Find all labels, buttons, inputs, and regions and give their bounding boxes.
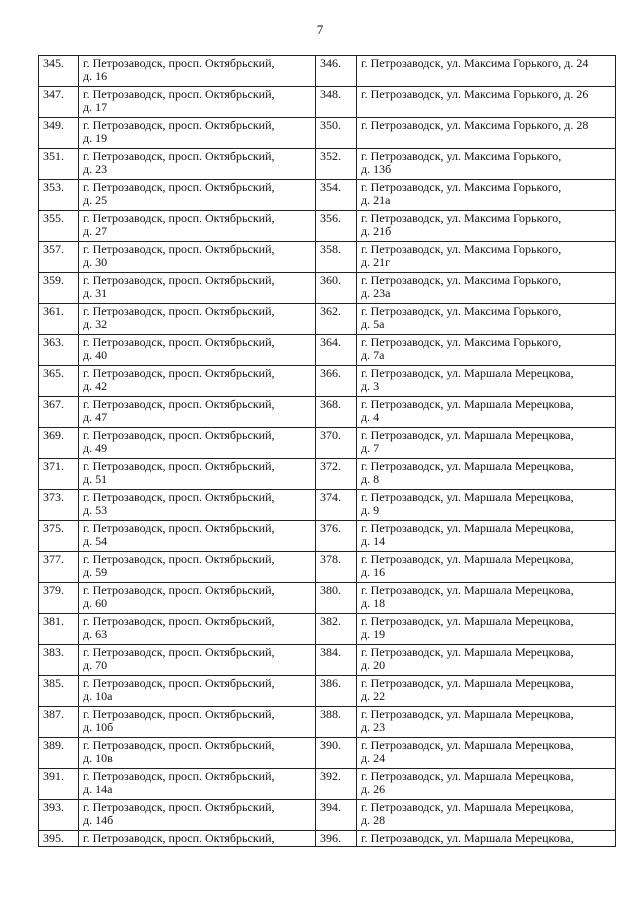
left-address [79,428,316,459]
right-address-line2: д. 23а [361,286,391,300]
right-address [357,676,616,707]
right-address-line1: г. Петрозаводск, ул. Максима Горького, д. 28 [361,118,589,132]
right-address [357,645,616,676]
left-address-line2: д. 23 [83,162,108,176]
right-address-line1: г. Петрозаводск, ул. Маршала Мерецкова, [361,366,574,380]
right-address [357,335,616,366]
left-row-number: 345. [39,56,79,87]
left-address-line1: г. Петрозаводск, просп. Октябрьский, [83,769,275,783]
right-address [357,87,616,118]
table-row [39,304,616,335]
right-address [357,118,616,149]
right-row-number: 346. [316,56,357,87]
left-address-line1: г. Петрозаводск, просп. Октябрьский, [83,521,275,535]
table-row [39,397,616,428]
right-address-line2: д. 18 [361,596,386,610]
left-address [79,645,316,676]
right-address-line2: д. 7 [361,441,380,455]
right-address-line1: г. Петрозаводск, ул. Маршала Мерецкова, [361,583,574,597]
left-row-number: 351. [39,149,79,180]
left-address [79,800,316,831]
left-address [79,335,316,366]
right-address-line2: д. 13б [361,162,392,176]
left-address-line2: д. 53 [83,503,108,517]
right-address-line2: д. 16 [361,565,386,579]
right-address [357,459,616,490]
table-row [39,583,616,614]
right-address-line1: г. Петрозаводск, ул. Максима Горького, д. 26 [361,87,589,101]
table-row [39,552,616,583]
left-address-line2: д. 25 [83,193,108,207]
left-address [79,769,316,800]
right-address-line1: г. Петрозаводск, ул. Максима Горького, [361,335,562,349]
right-address-line2: д. 19 [361,627,386,641]
left-address-line1: г. Петрозаводск, просп. Октябрьский, [83,273,275,287]
right-address [357,304,616,335]
left-row-number: 359. [39,273,79,304]
left-address-line1: г. Петрозаводск, просп. Октябрьский, [83,149,275,163]
left-address-line2: д. 27 [83,224,108,238]
left-row-number: 383. [39,645,79,676]
right-address-line1: г. Петрозаводск, ул. Маршала Мерецкова, [361,552,574,566]
right-address-line1: г. Петрозаводск, ул. Маршала Мерецкова, [361,490,574,504]
right-address-line1: г. Петрозаводск, ул. Максима Горького, [361,242,562,256]
page-number: 7 [316,22,324,37]
left-address-line2: д. 70 [83,658,108,672]
right-address-line1: г. Петрозаводск, ул. Маршала Мерецкова, [361,738,574,752]
right-address [357,769,616,800]
right-row-number: 376. [316,521,357,552]
left-address-line2: д. 31 [83,286,108,300]
left-address-line2: д. 14б [83,813,114,827]
right-row-number: 396. [316,831,357,847]
left-address-line2: д. 42 [83,379,108,393]
left-row-number: 393. [39,800,79,831]
table-row [39,459,616,490]
table-row [39,831,616,847]
right-row-number: 362. [316,304,357,335]
table-row [39,645,616,676]
table-row [39,800,616,831]
left-row-number: 349. [39,118,79,149]
right-row-number: 358. [316,242,357,273]
right-address-line1: г. Петрозаводск, ул. Маршала Мерецкова, [361,676,574,690]
table-row [39,676,616,707]
left-row-number: 367. [39,397,79,428]
table-row [39,738,616,769]
right-address [357,707,616,738]
table-row [39,335,616,366]
left-address-line1: г. Петрозаводск, просп. Октябрьский, [83,645,275,659]
right-row-number: 378. [316,552,357,583]
left-address-line1: г. Петрозаводск, просп. Октябрьский, [83,304,275,318]
left-address [79,87,316,118]
right-address [357,149,616,180]
right-address [357,552,616,583]
left-address-line2: д. 17 [83,100,108,114]
table-row [39,707,616,738]
right-address-line1: г. Петрозаводск, ул. Маршала Мерецкова, [361,459,574,473]
right-address [357,583,616,614]
right-row-number: 350. [316,118,357,149]
right-row-number: 366. [316,366,357,397]
left-address-line1: г. Петрозаводск, просп. Октябрьский, [83,614,275,628]
right-address-line2: д. 9 [361,503,380,517]
left-address-line2: д. 40 [83,348,108,362]
left-row-number: 365. [39,366,79,397]
right-address [357,273,616,304]
left-address [79,552,316,583]
table-row [39,180,616,211]
left-address [79,831,316,847]
left-address-line2: д. 32 [83,317,108,331]
left-address-line2: д. 10а [83,689,113,703]
left-row-number: 375. [39,521,79,552]
right-row-number: 382. [316,614,357,645]
left-address-line2: д. 16 [83,69,108,83]
right-address [357,428,616,459]
table-row [39,211,616,242]
left-row-number: 357. [39,242,79,273]
left-address-line1: г. Петрозаводск, просп. Октябрьский, [83,738,275,752]
left-address-line1: г. Петрозаводск, просп. Октябрьский, [83,397,275,411]
left-address-line2: д. 10б [83,720,114,734]
right-address [357,800,616,831]
right-address [357,366,616,397]
right-address-line2: д. 4 [361,410,380,424]
right-address [357,521,616,552]
right-row-number: 384. [316,645,357,676]
right-address-line2: д. 3 [361,379,380,393]
right-address [357,397,616,428]
left-row-number: 363. [39,335,79,366]
left-row-number: 391. [39,769,79,800]
right-address-line1: г. Петрозаводск, ул. Маршала Мерецкова, [361,800,574,814]
left-address-line1: г. Петрозаводск, просп. Октябрьский, [83,335,275,349]
left-address-line1: г. Петрозаводск, просп. Октябрьский, [83,552,275,566]
left-address-line1: г. Петрозаводск, просп. Октябрьский, [83,428,275,442]
left-address [79,118,316,149]
right-address [357,738,616,769]
table-row [39,366,616,397]
right-address-line1: г. Петрозаводск, ул. Маршала Мерецкова, [361,614,574,628]
table-row [39,149,616,180]
left-row-number: 371. [39,459,79,490]
right-address-line2: д. 26 [361,782,386,796]
right-address [357,211,616,242]
right-address [357,831,616,847]
left-address [79,56,316,87]
left-address [79,366,316,397]
right-address-line2: д. 28 [361,813,386,827]
left-row-number: 377. [39,552,79,583]
left-address [79,490,316,521]
right-row-number: 370. [316,428,357,459]
left-address-line2: д. 60 [83,596,108,610]
right-row-number: 374. [316,490,357,521]
right-address-line2: д. 23 [361,720,386,734]
table-row [39,118,616,149]
left-address-line1: г. Петрозаводск, просп. Октябрьский, [83,211,275,225]
left-address-line1: г. Петрозаводск, просп. Октябрьский, [83,366,275,380]
left-address-line1: г. Петрозаводск, просп. Октябрьский, [83,707,275,721]
right-row-number: 388. [316,707,357,738]
right-address-line1: г. Петрозаводск, ул. Максима Горького, [361,273,562,287]
left-address-line1: г. Петрозаводск, просп. Октябрьский, [83,242,275,256]
left-address-line1: г. Петрозаводск, просп. Октябрьский, [83,87,275,101]
right-row-number: 356. [316,211,357,242]
left-row-number: 347. [39,87,79,118]
right-row-number: 392. [316,769,357,800]
left-address-line2: д. 59 [83,565,108,579]
right-address-line1: г. Петрозаводск, ул. Маршала Мерецкова, [361,707,574,721]
right-row-number: 380. [316,583,357,614]
right-row-number: 354. [316,180,357,211]
right-address-line2: д. 21а [361,193,391,207]
right-address-line1: г. Петрозаводск, ул. Максима Горького, [361,180,562,194]
left-address [79,707,316,738]
right-address-line1: г. Петрозаводск, ул. Максима Горького, [361,211,562,225]
right-address [357,490,616,521]
left-address-line1: г. Петрозаводск, просп. Октябрьский, [83,831,275,845]
right-row-number: 352. [316,149,357,180]
right-row-number: 360. [316,273,357,304]
left-row-number: 379. [39,583,79,614]
right-row-number: 390. [316,738,357,769]
left-row-number: 369. [39,428,79,459]
left-address-line2: д. 49 [83,441,108,455]
left-address-line1: г. Петрозаводск, просп. Октябрьский, [83,459,275,473]
right-row-number: 394. [316,800,357,831]
left-address-line2: д. 10в [83,751,113,765]
table-row [39,242,616,273]
right-address-line1: г. Петрозаводск, ул. Маршала Мерецкова, [361,521,574,535]
address-table [38,55,616,847]
left-address-line2: д. 14а [83,782,113,796]
left-address-line2: д. 47 [83,410,108,424]
left-address-line2: д. 19 [83,131,108,145]
table-row [39,56,616,87]
table-row [39,273,616,304]
right-row-number: 364. [316,335,357,366]
table-row [39,490,616,521]
left-address-line1: г. Петрозаводск, просп. Октябрьский, [83,800,275,814]
left-address-line1: г. Петрозаводск, просп. Октябрьский, [83,676,275,690]
left-address [79,614,316,645]
left-row-number: 381. [39,614,79,645]
right-row-number: 372. [316,459,357,490]
right-address-line1: г. Петрозаводск, ул. Маршала Мерецкова, [361,397,574,411]
left-row-number: 385. [39,676,79,707]
right-address-line1: г. Петрозаводск, ул. Маршала Мерецкова, [361,428,574,442]
table-row [39,87,616,118]
right-address [357,614,616,645]
left-address [79,273,316,304]
right-row-number: 386. [316,676,357,707]
left-address-line2: д. 30 [83,255,108,269]
left-row-number: 395. [39,831,79,847]
right-address-line1: г. Петрозаводск, ул. Маршала Мерецкова, [361,769,574,783]
left-row-number: 389. [39,738,79,769]
right-address-line1: г. Петрозаводск, ул. Максима Горького, д. 24 [361,56,589,70]
right-address-line2: д. 24 [361,751,386,765]
left-row-number: 361. [39,304,79,335]
table-row [39,428,616,459]
left-address [79,149,316,180]
table-row [39,521,616,552]
right-address [357,56,616,87]
right-row-number: 348. [316,87,357,118]
right-row-number: 368. [316,397,357,428]
left-address [79,304,316,335]
left-address [79,459,316,490]
left-address-line2: д. 63 [83,627,108,641]
right-address-line2: д. 21б [361,224,392,238]
right-address-line1: г. Петрозаводск, ул. Маршала Мерецкова, [361,645,574,659]
left-row-number: 373. [39,490,79,521]
left-address [79,242,316,273]
right-address-line2: д. 14 [361,534,386,548]
left-address [79,676,316,707]
right-address-line2: д. 8 [361,472,380,486]
address-table-body [39,56,616,847]
left-address [79,521,316,552]
right-address-line2: д. 22 [361,689,386,703]
left-row-number: 353. [39,180,79,211]
table-row [39,769,616,800]
left-address-line2: д. 51 [83,472,108,486]
left-address [79,180,316,211]
left-address [79,738,316,769]
left-address-line1: г. Петрозаводск, просп. Октябрьский, [83,118,275,132]
left-row-number: 387. [39,707,79,738]
left-address-line2: д. 54 [83,534,108,548]
left-address-line1: г. Петрозаводск, просп. Октябрьский, [83,56,275,70]
right-address [357,180,616,211]
left-address [79,583,316,614]
left-address [79,397,316,428]
right-address-line2: д. 21г [361,255,391,269]
right-address-line2: д. 5а [361,317,385,331]
right-address-line1: г. Петрозаводск, ул. Маршала Мерецкова, [361,831,574,845]
left-address [79,211,316,242]
left-address-line1: г. Петрозаводск, просп. Октябрьский, [83,583,275,597]
left-address-line1: г. Петрозаводск, просп. Октябрьский, [83,490,275,504]
right-address-line2: д. 7а [361,348,385,362]
table-row [39,614,616,645]
left-address-line1: г. Петрозаводск, просп. Октябрьский, [83,180,275,194]
right-address-line1: г. Петрозаводск, ул. Максима Горького, [361,304,562,318]
right-address-line1: г. Петрозаводск, ул. Максима Горького, [361,149,562,163]
right-address [357,242,616,273]
right-address-line2: д. 20 [361,658,386,672]
left-row-number: 355. [39,211,79,242]
